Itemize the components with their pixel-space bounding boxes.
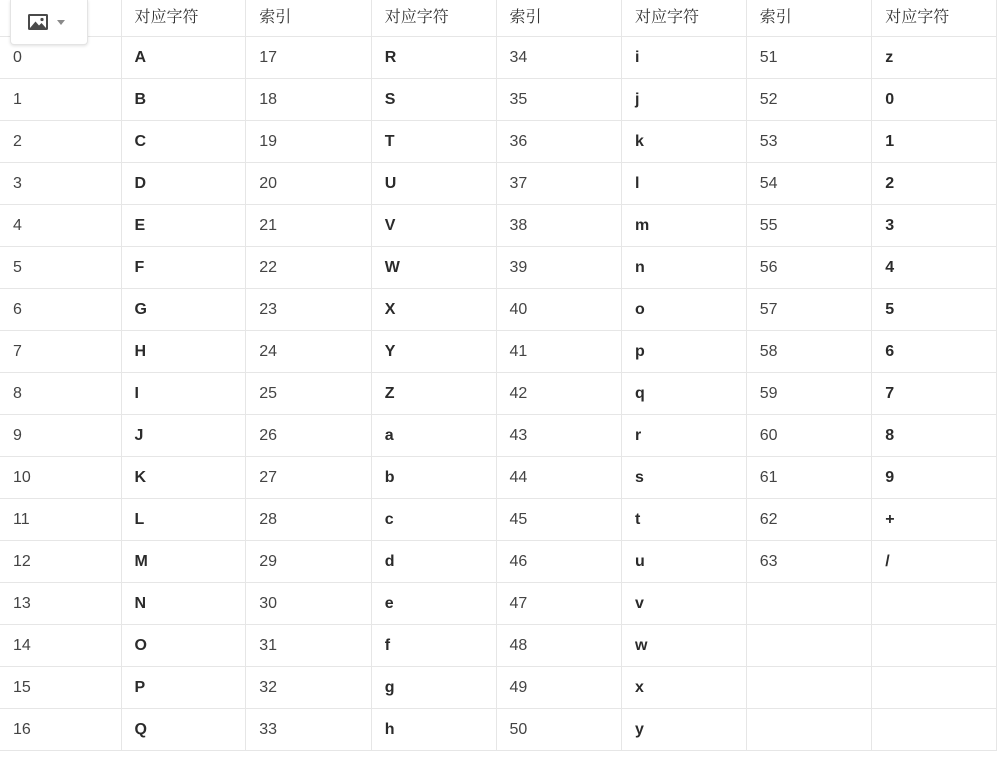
char-cell <box>872 583 997 625</box>
char-cell: a <box>371 415 496 457</box>
header-index: 索引 <box>246 0 372 37</box>
index-cell: 52 <box>746 79 872 121</box>
table-row <box>0 289 997 331</box>
char-cell: N <box>121 583 246 625</box>
header-char: 对应字符 <box>872 0 997 37</box>
index-cell: 38 <box>496 205 622 247</box>
index-cell: 63 <box>746 541 872 583</box>
char-cell: / <box>872 541 997 583</box>
index-cell: 26 <box>246 415 372 457</box>
index-cell: 39 <box>496 247 622 289</box>
char-cell: 6 <box>872 331 997 373</box>
index-cell: 37 <box>496 163 622 205</box>
index-cell: 21 <box>246 205 372 247</box>
caret-down-icon[interactable] <box>57 20 65 25</box>
index-cell: 11 <box>0 499 121 541</box>
index-cell: 16 <box>0 709 121 751</box>
index-cell: 12 <box>0 541 121 583</box>
index-cell: 4 <box>0 205 121 247</box>
header-index: 索引 <box>496 0 622 37</box>
index-cell: 49 <box>496 667 622 709</box>
index-cell: 27 <box>246 457 372 499</box>
header-char: 对应字符 <box>622 0 747 37</box>
char-cell: E <box>121 205 246 247</box>
char-cell: G <box>121 289 246 331</box>
char-cell: l <box>622 163 747 205</box>
char-cell: J <box>121 415 246 457</box>
index-cell: 10 <box>0 457 121 499</box>
char-cell: p <box>622 331 747 373</box>
char-cell: Q <box>121 709 246 751</box>
char-cell: n <box>622 247 747 289</box>
char-cell: T <box>371 121 496 163</box>
char-cell: q <box>622 373 747 415</box>
char-cell: L <box>121 499 246 541</box>
table-row <box>0 457 997 499</box>
index-cell: 42 <box>496 373 622 415</box>
index-cell: 46 <box>496 541 622 583</box>
index-cell: 14 <box>0 625 121 667</box>
index-cell: 7 <box>0 331 121 373</box>
index-cell: 18 <box>246 79 372 121</box>
index-cell: 13 <box>0 583 121 625</box>
index-cell <box>746 583 872 625</box>
header-index: 索引 <box>746 0 872 37</box>
index-cell: 2 <box>0 121 121 163</box>
char-cell: i <box>622 37 747 79</box>
char-cell: k <box>622 121 747 163</box>
char-cell: K <box>121 457 246 499</box>
char-cell <box>872 667 997 709</box>
index-cell: 5 <box>0 247 121 289</box>
char-cell: S <box>371 79 496 121</box>
char-cell: f <box>371 625 496 667</box>
char-cell: I <box>121 373 246 415</box>
table-row <box>0 709 997 751</box>
index-cell: 53 <box>746 121 872 163</box>
table-row <box>0 37 997 79</box>
index-cell: 44 <box>496 457 622 499</box>
index-cell: 0 <box>0 37 121 79</box>
index-cell: 30 <box>246 583 372 625</box>
table-row <box>0 373 997 415</box>
index-cell: 59 <box>746 373 872 415</box>
index-cell: 17 <box>246 37 372 79</box>
index-cell <box>746 625 872 667</box>
index-cell: 29 <box>246 541 372 583</box>
char-cell: P <box>121 667 246 709</box>
header-char: 对应字符 <box>371 0 496 37</box>
char-cell: Y <box>371 331 496 373</box>
index-cell: 36 <box>496 121 622 163</box>
index-cell: 19 <box>246 121 372 163</box>
char-cell: 2 <box>872 163 997 205</box>
index-cell: 33 <box>246 709 372 751</box>
char-cell: y <box>622 709 747 751</box>
index-cell: 35 <box>496 79 622 121</box>
index-cell: 45 <box>496 499 622 541</box>
char-cell: b <box>371 457 496 499</box>
char-cell: F <box>121 247 246 289</box>
char-cell: M <box>121 541 246 583</box>
char-cell: C <box>121 121 246 163</box>
index-cell: 3 <box>0 163 121 205</box>
index-cell: 55 <box>746 205 872 247</box>
table-row <box>0 499 997 541</box>
char-cell: w <box>622 625 747 667</box>
table-row <box>0 331 997 373</box>
char-cell: g <box>371 667 496 709</box>
char-cell: v <box>622 583 747 625</box>
char-cell: 7 <box>872 373 997 415</box>
table-row <box>0 121 997 163</box>
char-cell: j <box>622 79 747 121</box>
index-cell: 62 <box>746 499 872 541</box>
table-row <box>0 625 997 667</box>
char-cell: z <box>872 37 997 79</box>
char-cell: s <box>622 457 747 499</box>
table-row <box>0 541 997 583</box>
char-cell: D <box>121 163 246 205</box>
char-cell: V <box>371 205 496 247</box>
table-header-row <box>0 0 997 37</box>
table-row <box>0 247 997 289</box>
char-cell: U <box>371 163 496 205</box>
index-cell: 25 <box>246 373 372 415</box>
table-row <box>0 583 997 625</box>
image-toolbar[interactable] <box>10 0 88 45</box>
index-cell: 41 <box>496 331 622 373</box>
char-cell: 5 <box>872 289 997 331</box>
index-cell: 47 <box>496 583 622 625</box>
index-cell: 50 <box>496 709 622 751</box>
char-cell: m <box>622 205 747 247</box>
char-cell: r <box>622 415 747 457</box>
table-row <box>0 163 997 205</box>
index-cell: 31 <box>246 625 372 667</box>
index-cell: 40 <box>496 289 622 331</box>
char-cell: 3 <box>872 205 997 247</box>
index-cell <box>746 709 872 751</box>
index-cell: 9 <box>0 415 121 457</box>
index-cell: 60 <box>746 415 872 457</box>
char-cell: d <box>371 541 496 583</box>
index-cell: 8 <box>0 373 121 415</box>
char-cell: u <box>622 541 747 583</box>
index-cell: 61 <box>746 457 872 499</box>
char-cell: B <box>121 79 246 121</box>
index-cell: 54 <box>746 163 872 205</box>
char-cell: 4 <box>872 247 997 289</box>
char-cell: R <box>371 37 496 79</box>
index-cell: 48 <box>496 625 622 667</box>
char-cell: e <box>371 583 496 625</box>
char-cell: O <box>121 625 246 667</box>
index-cell: 51 <box>746 37 872 79</box>
char-cell: t <box>622 499 747 541</box>
char-cell: A <box>121 37 246 79</box>
char-cell: o <box>622 289 747 331</box>
index-cell: 28 <box>246 499 372 541</box>
image-icon[interactable] <box>27 11 49 33</box>
char-cell: H <box>121 331 246 373</box>
index-cell: 56 <box>746 247 872 289</box>
index-cell: 23 <box>246 289 372 331</box>
char-cell: 0 <box>872 79 997 121</box>
table-row <box>0 79 997 121</box>
index-cell: 24 <box>246 331 372 373</box>
index-cell: 34 <box>496 37 622 79</box>
table-row <box>0 667 997 709</box>
char-cell: c <box>371 499 496 541</box>
index-cell: 15 <box>0 667 121 709</box>
index-cell: 6 <box>0 289 121 331</box>
char-cell: h <box>371 709 496 751</box>
char-cell: 8 <box>872 415 997 457</box>
char-cell: Z <box>371 373 496 415</box>
table-row <box>0 205 997 247</box>
index-cell: 57 <box>746 289 872 331</box>
char-cell: x <box>622 667 747 709</box>
char-cell: + <box>872 499 997 541</box>
header-char: 对应字符 <box>121 0 246 37</box>
char-cell <box>872 709 997 751</box>
index-cell: 43 <box>496 415 622 457</box>
char-cell: 1 <box>872 121 997 163</box>
char-cell: W <box>371 247 496 289</box>
index-cell: 58 <box>746 331 872 373</box>
index-cell <box>746 667 872 709</box>
char-cell: X <box>371 289 496 331</box>
index-cell: 32 <box>246 667 372 709</box>
char-cell: 9 <box>872 457 997 499</box>
char-cell <box>872 625 997 667</box>
index-cell: 1 <box>0 79 121 121</box>
index-cell: 20 <box>246 163 372 205</box>
table-row <box>0 415 997 457</box>
index-cell: 22 <box>246 247 372 289</box>
